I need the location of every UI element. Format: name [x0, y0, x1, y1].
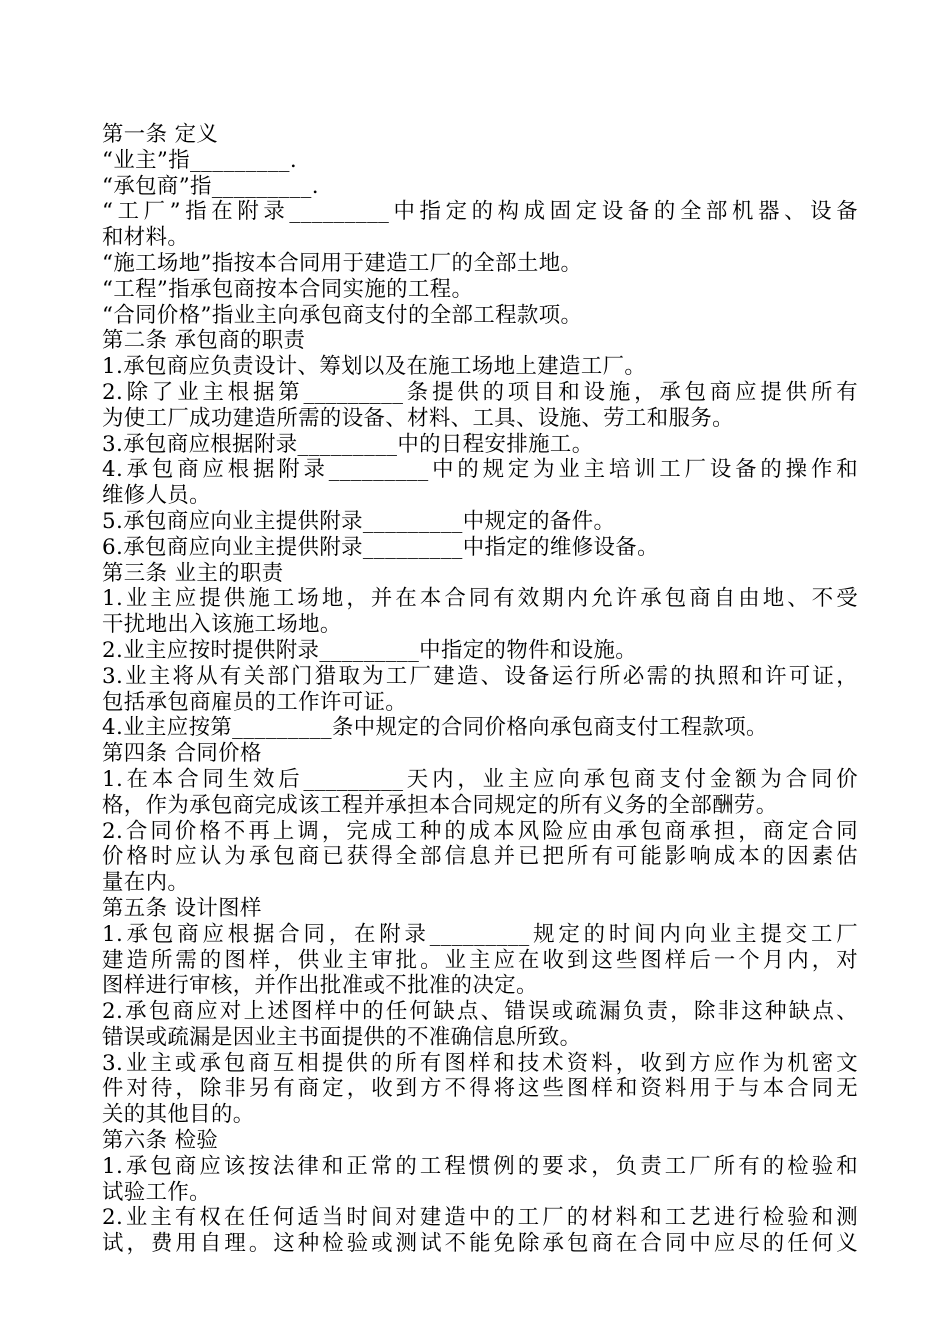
- text-line: “业主”指_________.: [102, 147, 298, 173]
- text-line: “施工场地”指按本合同用于建造工厂的全部土地。: [102, 250, 583, 276]
- section-heading: 第二条 承包商的职责: [102, 328, 306, 354]
- text-line: 格，作为承包商完成该工程并承担本合同规定的所有义务的全部酬劳。: [102, 792, 778, 818]
- text-line: 1.承包商应该按法律和正常的工程惯例的要求，负责工厂所有的检验和: [102, 1153, 858, 1179]
- text-line: 3.业主或承包商互相提供的所有图样和技术资料，收到方应作为机密文: [102, 1050, 858, 1076]
- text-line: 价格时应认为承包商已获得全部信息并已把所有可能影响成本的因素估: [102, 844, 858, 870]
- text-line: 包括承包商雇员的工作许可证。: [102, 689, 408, 715]
- text-line: 2.除了业主根据第_________条提供的项目和设施，承包商应提供所有: [102, 379, 858, 405]
- section-heading: 第一条 定义: [102, 122, 219, 147]
- text-line: 量在内。: [102, 870, 190, 896]
- text-line: 和材料。: [102, 225, 190, 251]
- text-line: 干扰地出入该施工场地。: [102, 612, 342, 638]
- text-line: 件对待，除非另有商定，收到方不得将这些图样和资料用于与本合同无: [102, 1076, 858, 1102]
- section-heading: 第四条 合同价格: [102, 741, 262, 767]
- text-line: 5.承包商应向业主提供附录_________中规定的备件。: [102, 508, 616, 534]
- text-line: 试，费用自理。这种检验或测试不能免除承包商在合同中应尽的任何义: [102, 1231, 858, 1257]
- text-line: 2.业主有权在任何适当时间对建造中的工厂的材料和工艺进行检验和测: [102, 1205, 858, 1231]
- text-line: 2.合同价格不再上调，完成工种的成本风险应由承包商承担，商定合同: [102, 818, 858, 844]
- text-line: 图样进行审核，并作出批准或不批准的决定。: [102, 973, 538, 999]
- text-line: “工程”指承包商按本合同实施的工程。: [102, 276, 474, 302]
- text-line: 关的其他目的。: [102, 1102, 255, 1128]
- text-line: “工厂”指在附录_________中指定的构成固定设备的全部机器、设备: [102, 199, 858, 225]
- text-line: 1.在本合同生效后_________天内，业主应向承包商支付金额为合同价: [102, 766, 858, 792]
- text-line: 4.业主应按第_________条中规定的合同价格向承包商支付工程款项。: [102, 715, 768, 741]
- text-line: 6.承包商应向业主提供附录_________中指定的维修设备。: [102, 534, 659, 560]
- section-heading: 第六条 检验: [102, 1128, 219, 1154]
- text-line: 4.承包商应根据附录_________中的规定为业主培训工厂设备的操作和: [102, 457, 858, 483]
- text-line: 建造所需的图样，供业主审批。业主应在收到这些图样后一个月内，对: [102, 947, 858, 973]
- text-line: 3.承包商应根据附录_________中的日程安排施工。: [102, 431, 594, 457]
- text-line: 维修人员。: [102, 483, 211, 509]
- text-line: 2.承包商应对上述图样中的任何缺点、错误或疏漏负责，除非这种缺点、: [102, 999, 858, 1025]
- text-line: 2.业主应按时提供附录_________中指定的物件和设施。: [102, 637, 638, 663]
- section-heading: 第三条 业主的职责: [102, 560, 284, 586]
- text-line: 1.承包商应负责设计、筹划以及在施工场地上建造工厂。: [102, 354, 647, 380]
- text-line: 试验工作。: [102, 1179, 211, 1205]
- text-line: 为使工厂成功建造所需的设备、材料、工具、设施、劳工和服务。: [102, 405, 734, 431]
- text-line: 1.承包商应根据合同，在附录_________规定的时间内向业主提交工厂: [102, 921, 858, 947]
- text-line: 错误或疏漏是因业主书面提供的不准确信息所致。: [102, 1024, 582, 1050]
- document-body: [102, 122, 858, 1257]
- text-line: “合同价格”指业主向承包商支付的全部工程款项。: [102, 302, 583, 328]
- text-line: 3.业主将从有关部门猎取为工厂建造、设备运行所必需的执照和许可证，: [102, 663, 858, 689]
- section-heading: 第五条 设计图样: [102, 895, 262, 921]
- text-line: “承包商”指_________.: [102, 173, 319, 199]
- text-line: 1.业主应提供施工场地，并在本合同有效期内允许承包商自由地、不受: [102, 586, 858, 612]
